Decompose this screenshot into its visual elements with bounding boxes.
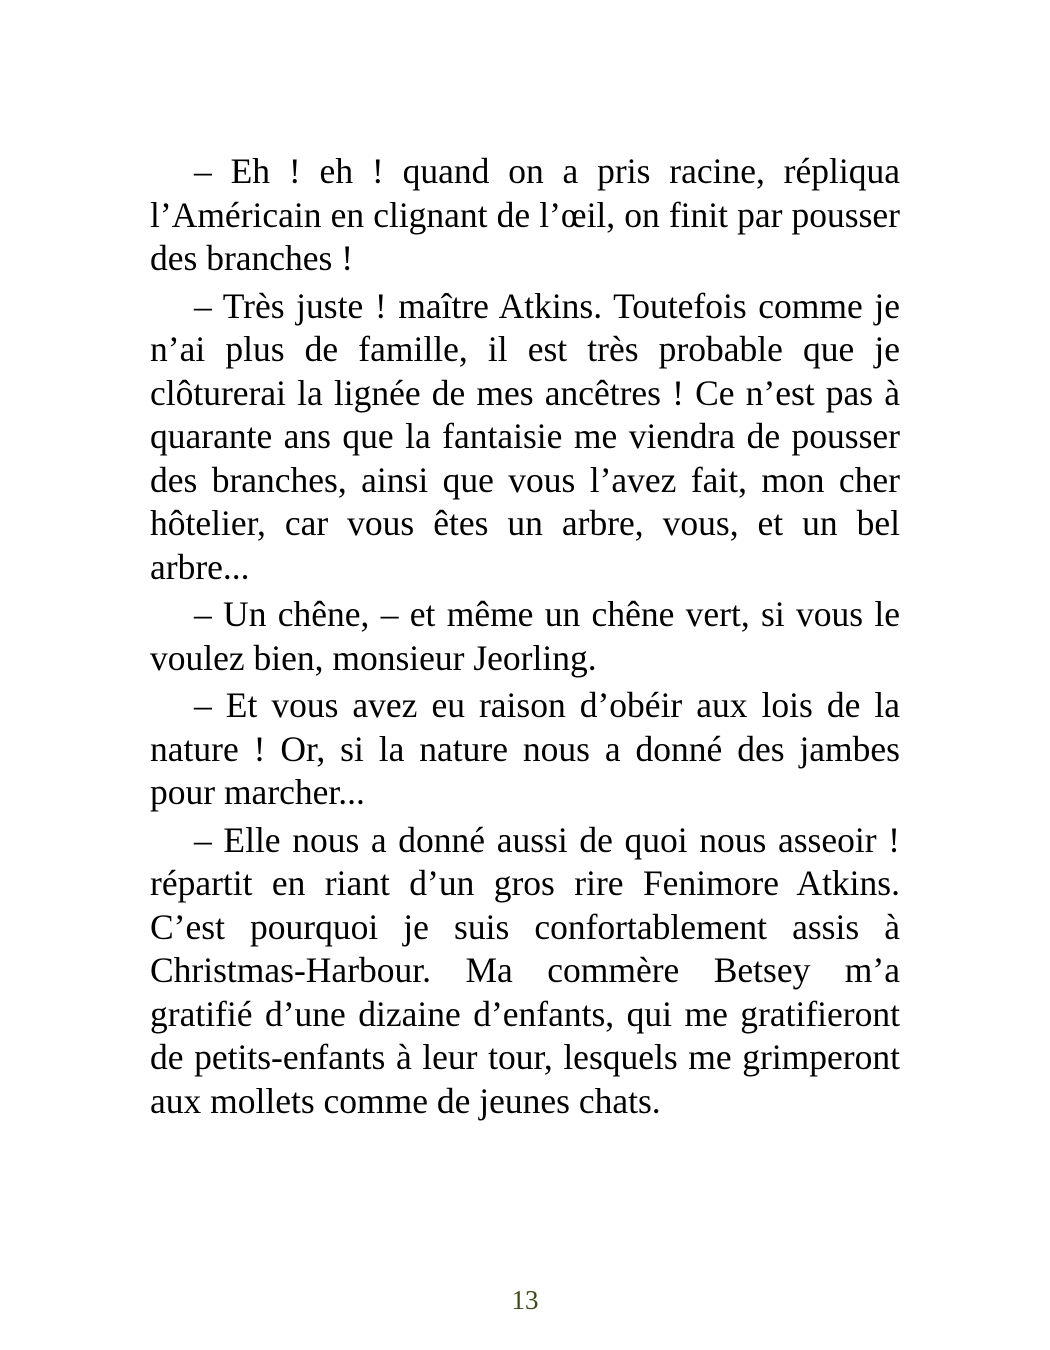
body-text [150,150,900,1127]
paragraph-2: – Très juste ! maître Atkins. Toutefois comme je n’ai plus de famille, il est très probable que je clôturerai la lignée de mes ancêtres ! Ce n’est pas à quarante ans que la fantaisie me viendra de pousser des branches, ainsi que vous l’avez fait, mon cher hôtelier, car vous êtes un arbre, vous, et un bel arbre... [150,285,900,587]
page-number: 13 [511,1285,539,1315]
paragraph-1: – Eh ! eh ! quand on a pris racine, répliqua l’Américain en clignant de l’œil, on finit par pousser des branches ! [150,151,900,278]
paragraph-4: – Et vous avez eu raison d’obéir aux lois de la nature ! Or, si la nature nous a donné des jambes pour marcher... [150,685,900,812]
paragraph-5: – Elle nous a donné aussi de quoi nous asseoir ! répartit en riant d’un gros rire Fenimore Atkins. C’est pourquoi je suis confortablement assis à Christmas-Harbour. Ma commère Betsey m’a gratifié d’une dizaine d’enfants, qui me gratifieront de petits-enfants à leur tour, lesquels me grimperont aux mollets comme de jeunes chats. [150,819,900,1121]
paragraph-3: – Un chêne, – et même un chêne vert, si vous le voulez bien, monsieur Jeorling. [150,594,900,678]
